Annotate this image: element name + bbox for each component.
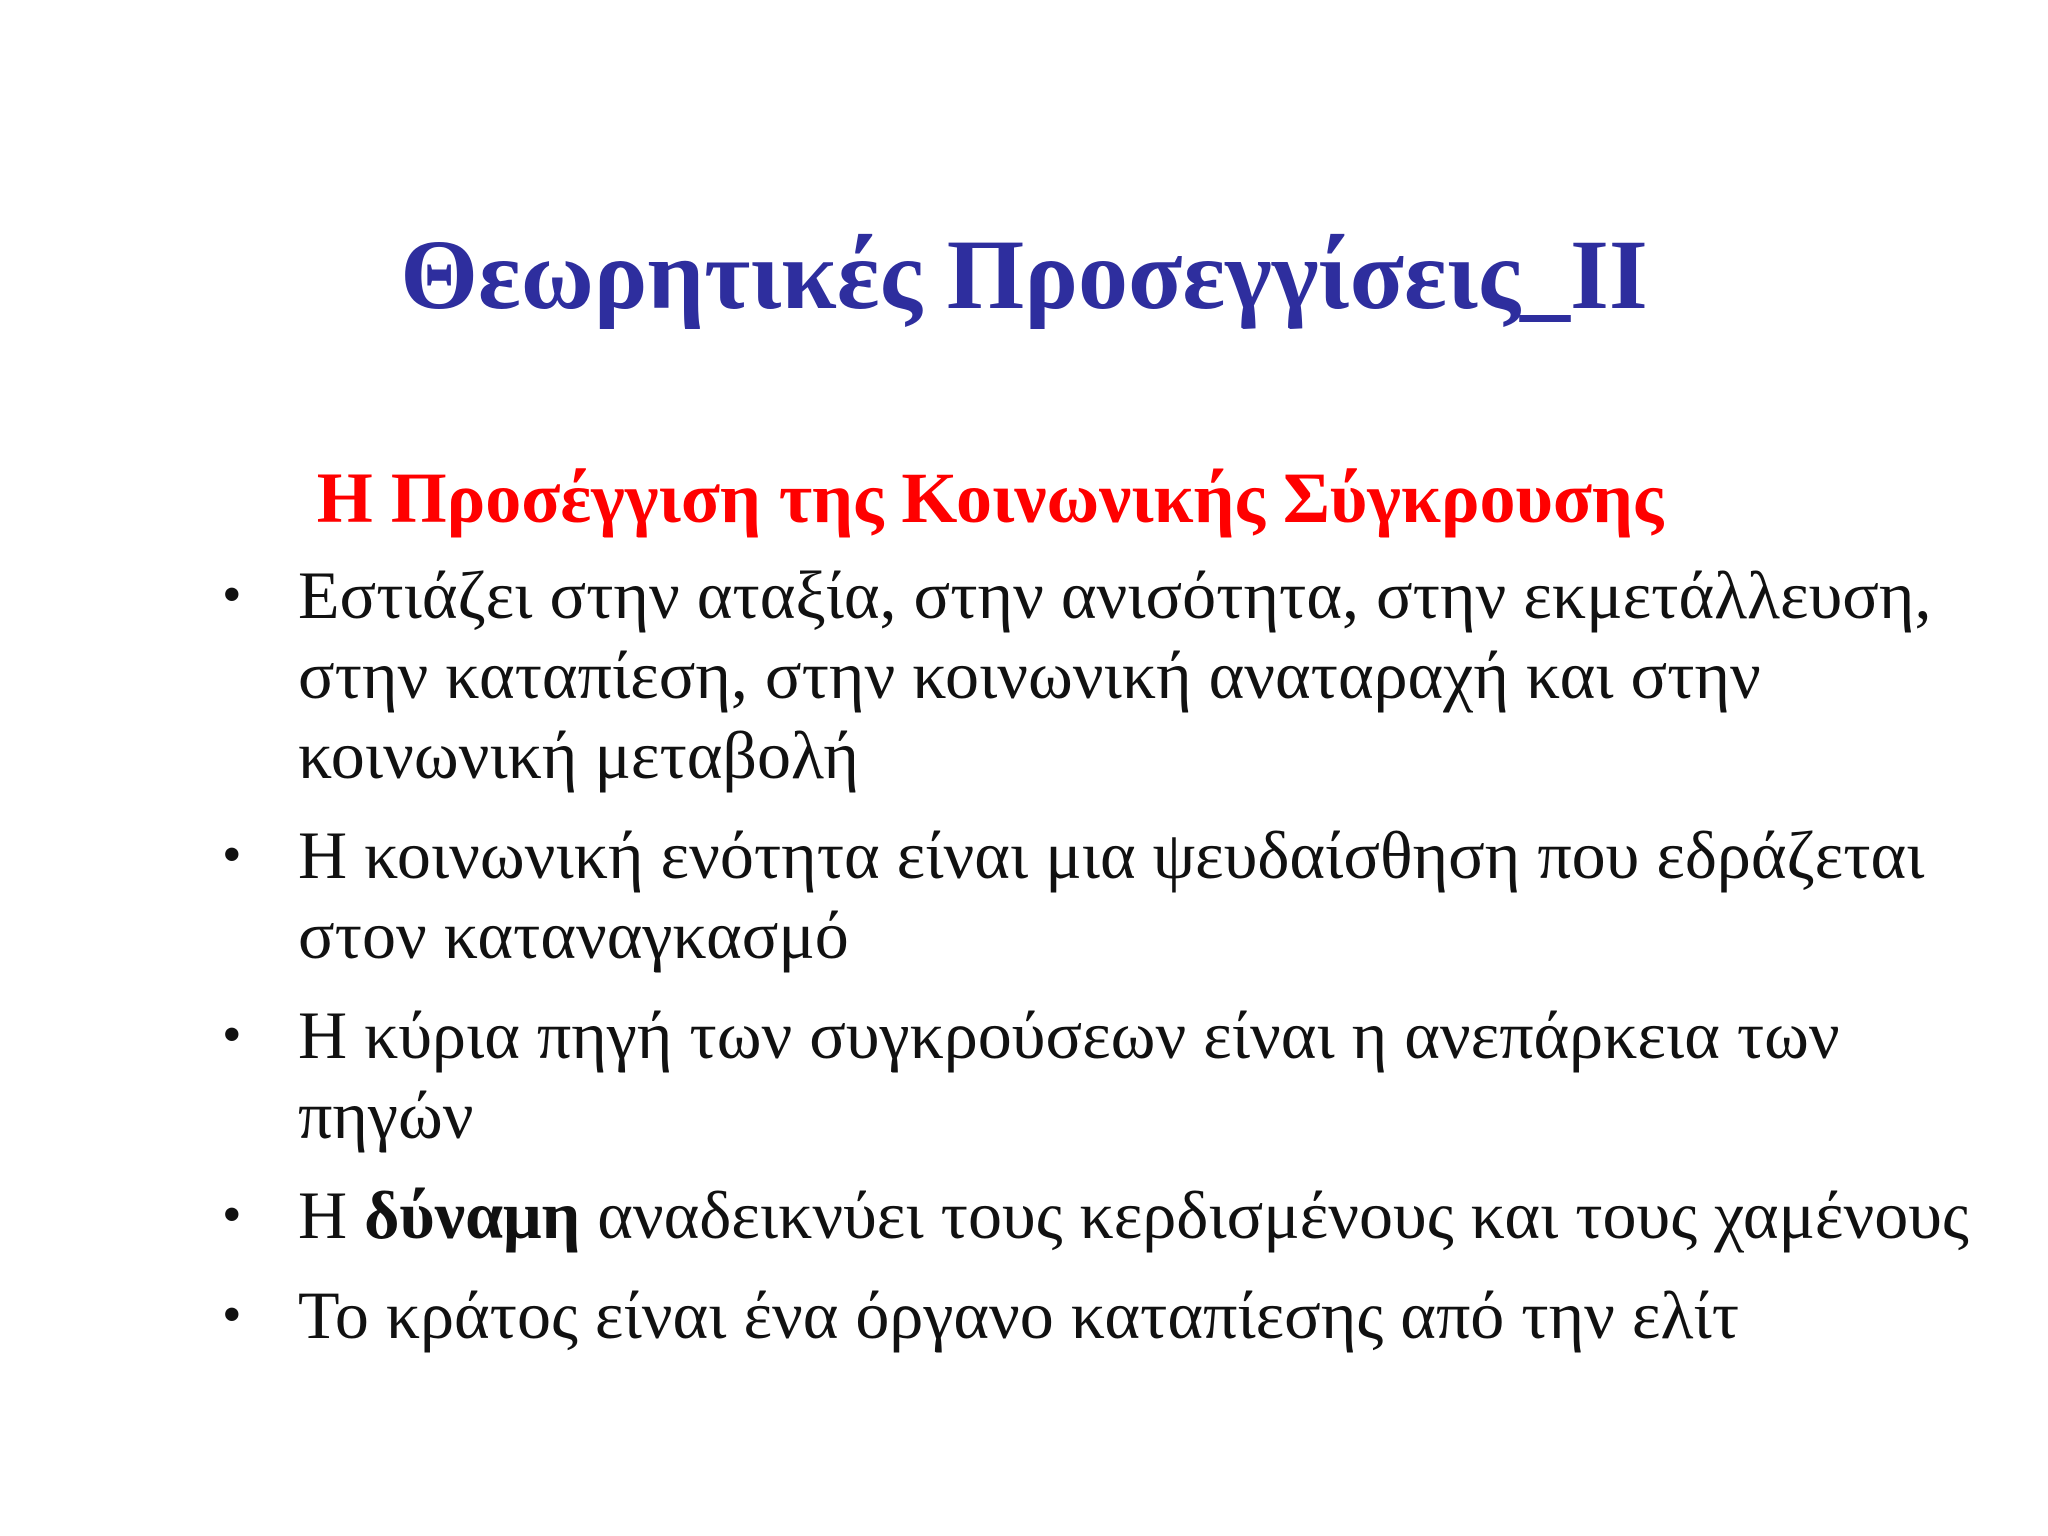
bullet-marker-icon: • <box>222 1004 242 1066</box>
bullet-marker-icon: • <box>222 1284 242 1346</box>
bullet-list <box>210 555 2010 1375</box>
slide-title: Θεωρητικές Προσεγγίσεις_ΙΙ <box>400 219 1648 330</box>
bullet-marker-icon: • <box>222 564 242 626</box>
bullet-item <box>210 1175 2010 1255</box>
bullet-text: Εστιάζει στην αταξία, στην ανισότητα, στην εκμετάλλευση, στην καταπίεση, στην κοινωνική αναταραχή και στην κοινωνική μεταβολή <box>298 557 1932 793</box>
bullet-text: Η κύρια πηγή των συγκρούσεων είναι η ανεπάρκεια των πηγών <box>298 997 1840 1153</box>
bullet-text-bold: δύναμη <box>364 1177 581 1253</box>
bullet-item <box>210 1275 2010 1355</box>
bullet-text: Η κοινωνική ενότητα είναι μια ψευδαίσθηση που εδράζεται στον καταναγκασμό <box>298 817 1925 973</box>
slide-subtitle: Η Προσέγγιση της Κοινωνικής Σύγκρουσης <box>316 458 1664 538</box>
bullet-text-suffix: αναδεικνύει τους κερδισμένους και τους χαμένους <box>580 1177 1969 1253</box>
bullet-item <box>210 555 2010 795</box>
bullet-item <box>210 995 2010 1155</box>
bullet-item <box>210 815 2010 975</box>
bullet-marker-icon: • <box>222 824 242 886</box>
bullet-text-prefix: Η <box>298 1177 365 1253</box>
bullet-text: Το κράτος είναι ένα όργανο καταπίεσης από την ελίτ <box>298 1277 1740 1353</box>
bullet-marker-icon: • <box>222 1184 242 1246</box>
